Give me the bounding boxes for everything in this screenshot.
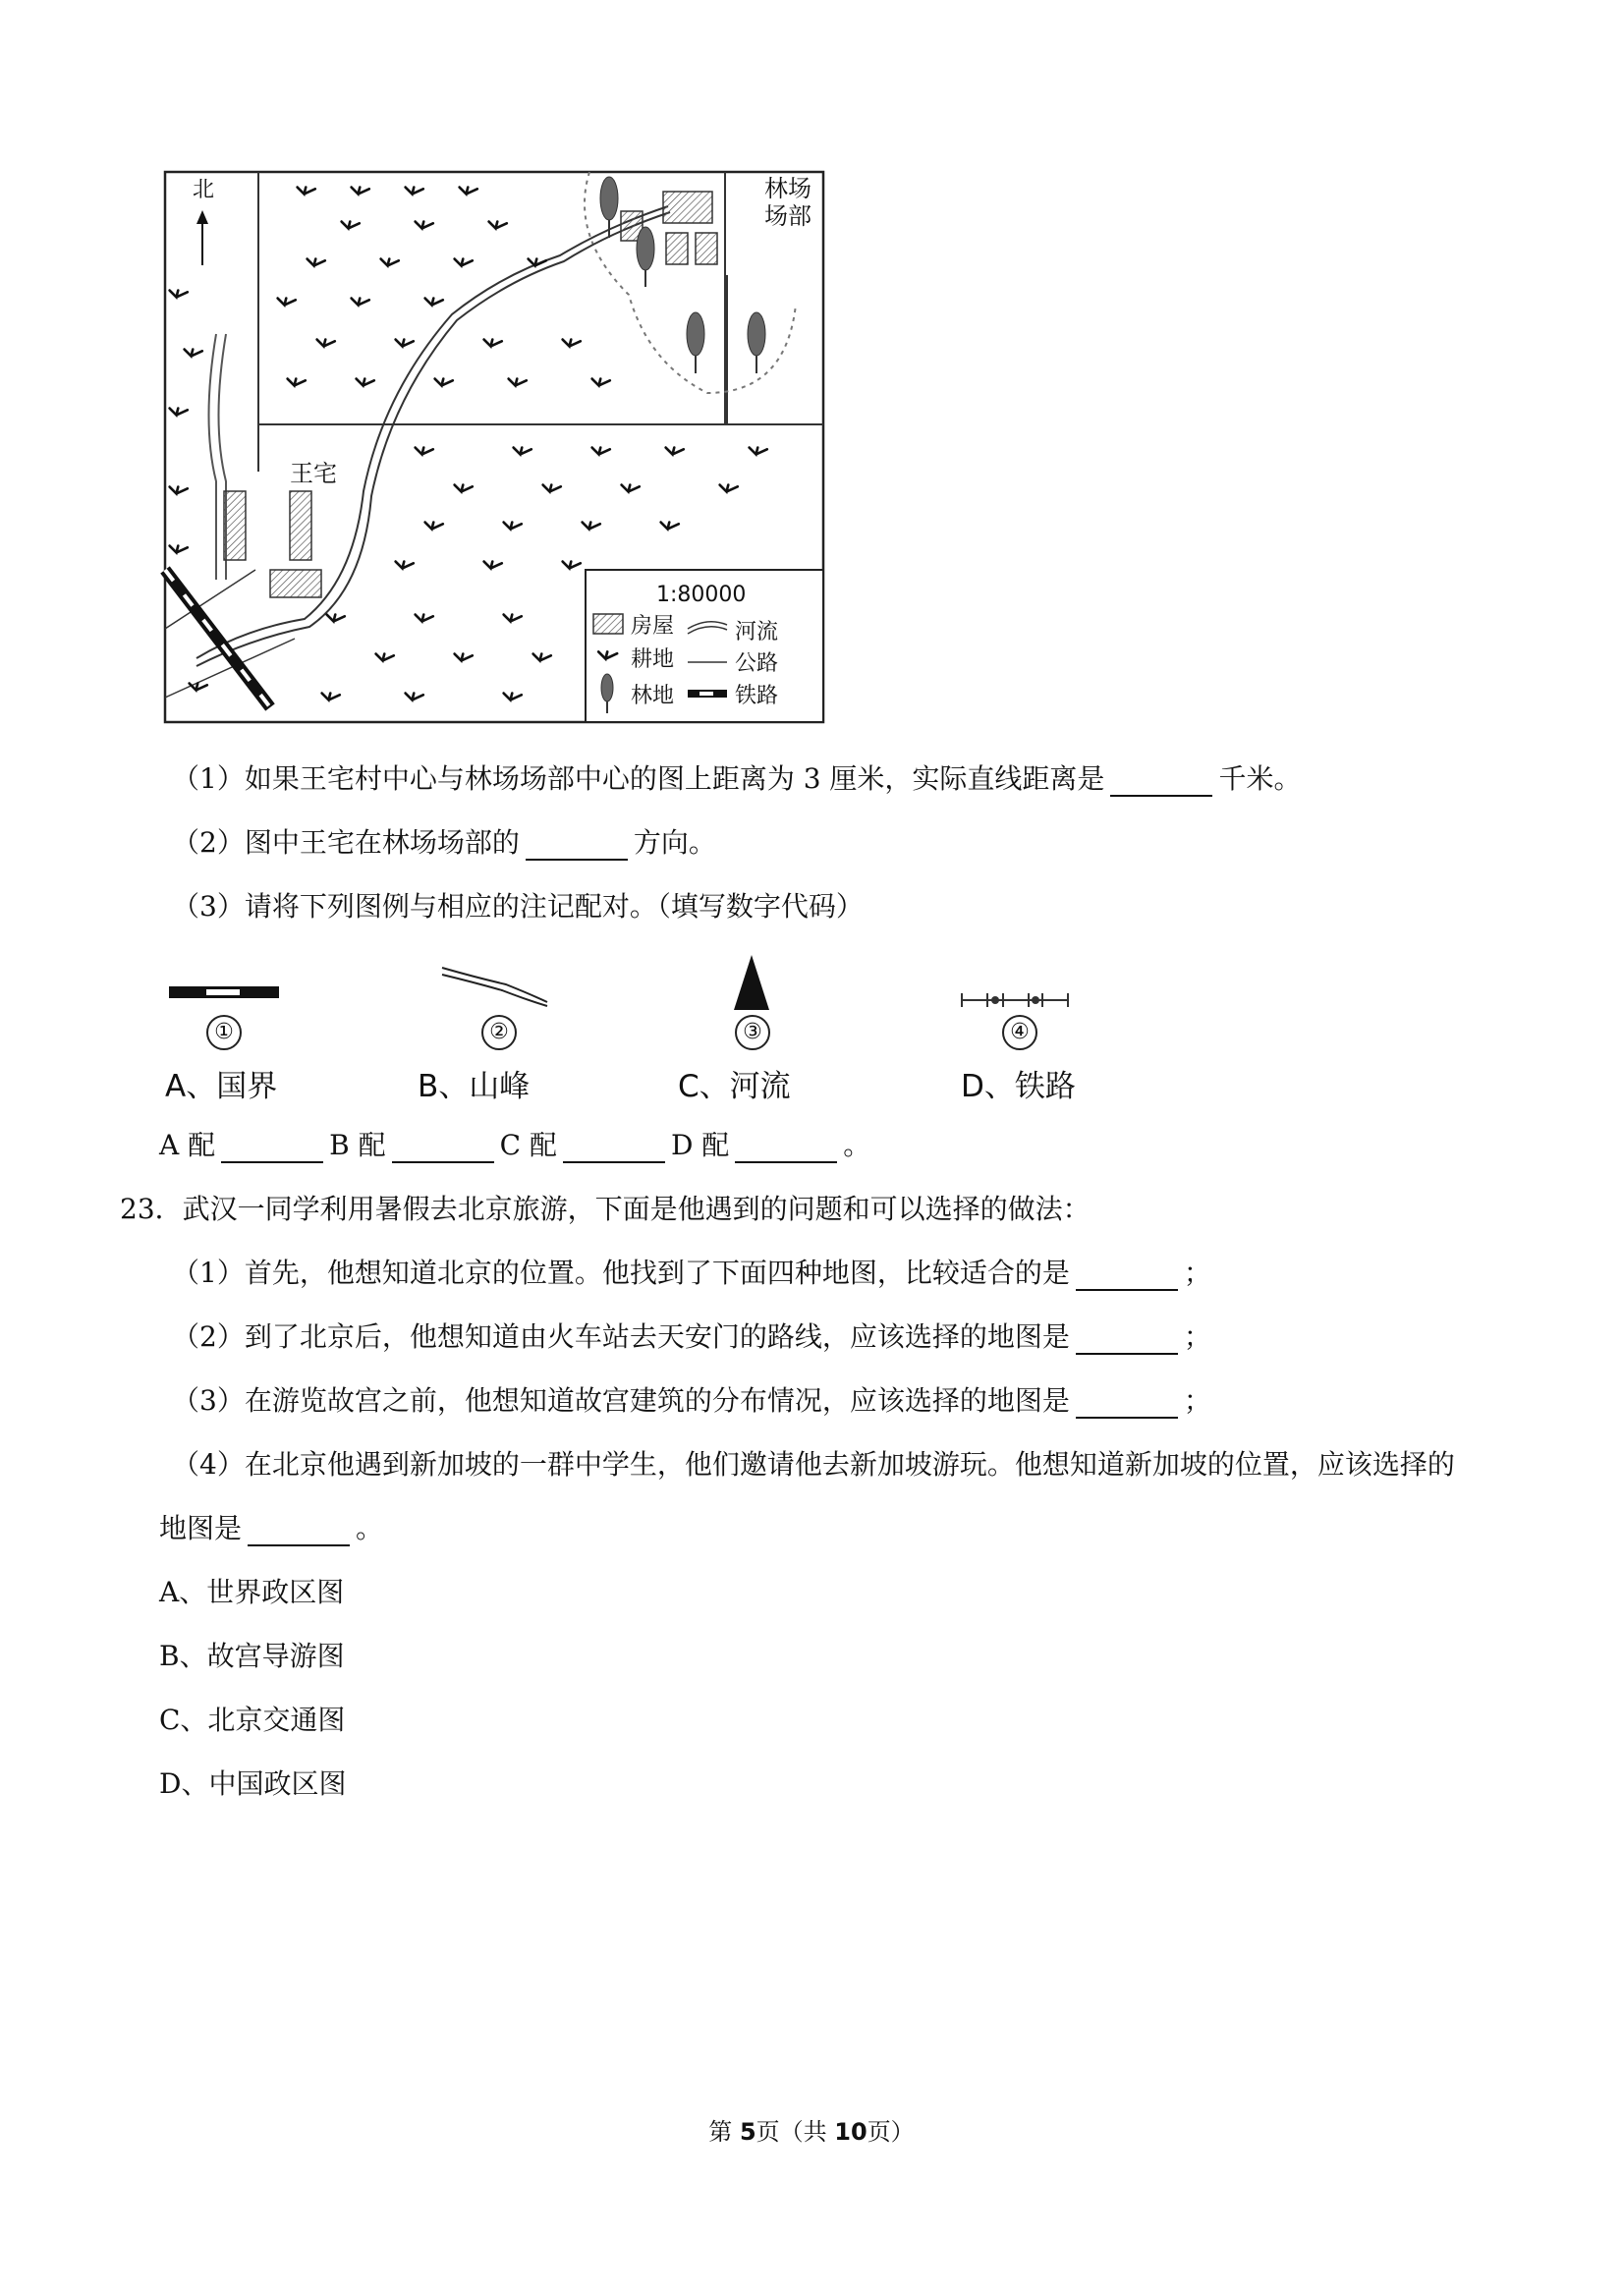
footer-page: 5 [739, 2118, 756, 2146]
q22-sub2-text: （2）图中王宅在林场场部的 [172, 826, 520, 859]
q22-sub3: （3）请将下列图例与相应的注记配对。（填写数字代码） [172, 890, 864, 923]
q23-sub2-blank[interactable] [1076, 1327, 1178, 1355]
q23-sub4-text: 地图是 [159, 1512, 243, 1544]
symbol-num-1: ① [206, 1015, 242, 1050]
match-d-blank[interactable] [735, 1136, 837, 1163]
q23-sub3-punct: ； [1183, 1384, 1211, 1417]
q23-sub4-line2 [159, 1511, 383, 1546]
match-c-label: C 配 [499, 1129, 557, 1161]
q22-sub1-text: （1）如果王宅村中心与林场场部中心的图上距离为 3 厘米，实际直线距离是 [172, 762, 1105, 795]
linchang-label-2: 场部 [764, 202, 812, 230]
match-d-label: D 配 [670, 1129, 730, 1161]
symbol-num-4: ④ [1002, 1015, 1037, 1050]
q23-sub3-blank[interactable] [1076, 1391, 1178, 1419]
q22-sub2 [172, 825, 716, 861]
q23-sub4-punct: 。 [356, 1512, 384, 1544]
q22-match-row [159, 1128, 870, 1163]
legend-forest: 林地 [631, 684, 675, 708]
symbol-2 [437, 963, 555, 1007]
symbol-3 [732, 953, 771, 1012]
q22-sub2-tail: 方向。 [633, 826, 716, 859]
legend-farmland: 耕地 [631, 647, 675, 672]
q23-sub1 [172, 1256, 1211, 1291]
q23-sub2-punct: ； [1183, 1320, 1211, 1353]
q23-option-b: B、故宫导游图 [159, 1640, 345, 1672]
q23-stem: 23．武汉一同学利用暑假去北京旅游，下面是他遇到的问题和可以选择的做法： [120, 1193, 1091, 1225]
symbol-1 [167, 982, 285, 1002]
legend-river: 河流 [735, 620, 779, 644]
symbol-num-3: ③ [735, 1015, 770, 1050]
north-label: 北 [193, 178, 215, 202]
symbol-num-2: ② [481, 1015, 517, 1050]
q23-sub2-text: （2）到了北京后，他想知道由火车站去天安门的路线，应该选择的地图是 [172, 1320, 1070, 1353]
match-b-blank[interactable] [392, 1136, 494, 1163]
legend-house: 房屋 [631, 614, 675, 639]
q23-option-a: A、世界政区图 [159, 1576, 345, 1608]
linchang-label-1: 林场 [764, 175, 812, 202]
footer-total: 10 [834, 2118, 867, 2146]
match-b-label: B 配 [329, 1129, 386, 1161]
q23-sub2 [172, 1319, 1211, 1355]
q23-sub3-text: （3）在游览故宫之前，他想知道故宫建筑的分布情况，应该选择的地图是 [172, 1384, 1070, 1417]
symbol-label-c: C、河流 [678, 1069, 791, 1104]
match-c-blank[interactable] [563, 1136, 665, 1163]
match-a-label: A 配 [159, 1129, 216, 1161]
q23-sub4-blank[interactable] [248, 1519, 350, 1546]
symbol-label-b: B、山峰 [418, 1069, 531, 1104]
page-footer [0, 2112, 1623, 2147]
footer-middle: 页（共 [756, 2118, 835, 2146]
match-end: 。 [843, 1129, 871, 1161]
q22-sub2-blank[interactable] [526, 833, 628, 861]
footer-prefix: 第 [708, 2118, 740, 2146]
q23-sub1-punct: ； [1183, 1257, 1211, 1289]
q23-sub1-blank[interactable] [1076, 1263, 1178, 1291]
wang-zhai-label: 王宅 [290, 460, 337, 487]
legend-road: 公路 [735, 651, 779, 676]
map-legend [586, 570, 823, 722]
q23-sub1-text: （1）首先，他想知道北京的位置。他找到了下面四种地图，比较适合的是 [172, 1257, 1070, 1289]
symbol-label-d: D、铁路 [961, 1069, 1076, 1104]
symbol-label-a: A、国界 [165, 1069, 278, 1104]
q23-sub4-line1: （4）在北京他遇到新加坡的一群中学生，他们邀请他去新加坡游玩。他想知道新加坡的位置，应该选择的 [172, 1448, 1455, 1481]
map-figure [157, 167, 835, 732]
q23-option-d: D、中国政区图 [159, 1767, 347, 1800]
symbol-4 [958, 990, 1076, 1010]
q23-option-c: C、北京交通图 [159, 1704, 346, 1736]
scale-label: 1:80000 [656, 583, 747, 607]
legend-railway: 铁路 [735, 684, 779, 708]
q22-sub1-unit: 千米。 [1218, 762, 1302, 795]
footer-suffix: 页） [867, 2118, 915, 2146]
q23-sub3 [172, 1383, 1211, 1419]
q22-sub1 [172, 761, 1301, 797]
match-a-blank[interactable] [221, 1136, 323, 1163]
q22-sub1-blank[interactable] [1110, 769, 1212, 797]
